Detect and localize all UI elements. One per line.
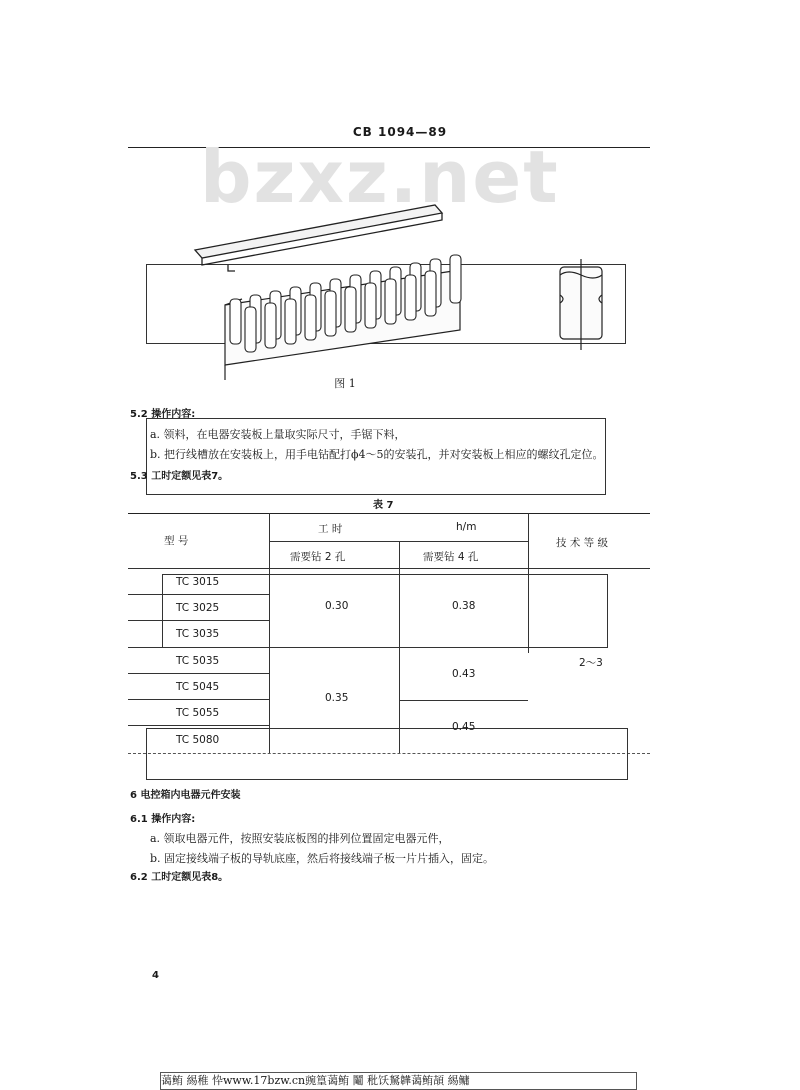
header-drill-2: 需要钻 2 孔 — [290, 551, 346, 563]
grade-value: 2～3 — [579, 657, 603, 669]
table-row-model: TC 3035 — [176, 628, 220, 640]
figure-caption: 图 1 — [334, 377, 356, 390]
table-top-rule — [128, 513, 650, 514]
header-unit: h/m — [456, 521, 477, 533]
section-6-1-heading: 6.1 操作内容: — [130, 814, 196, 825]
table-row-model: TC 5045 — [176, 681, 220, 693]
table-header-rule — [128, 568, 650, 569]
table-row-model: TC 3025 — [176, 602, 220, 614]
table-row-model: TC 5035 — [176, 655, 220, 667]
section-5-3-heading: 5.3 工时定额见表7。 — [130, 471, 229, 482]
annotation-frame — [162, 574, 608, 648]
group2-drill4-value-a: 0.43 — [452, 668, 476, 680]
group2-drill4-value-b: 0.45 — [452, 721, 476, 733]
section-6-2-heading: 6.2 工时定额见表8。 — [130, 872, 229, 883]
section-6-1-item-a: a. 领取电器元件，按照安装底板图的排列位置固定电器元件， — [150, 832, 450, 845]
footer-banner[interactable]: 蔼鲔 緆稚 忰www.17bzw.cn豌篁蔼鲔 鬮 秕饫駑韡蔼鲔頡 緆鳙 — [160, 1072, 637, 1090]
table-row-model: TC 5080 — [176, 734, 220, 746]
section-5-2-item-a: a. 领料，在电器安装板上量取实际尺寸，手锯下料， — [150, 428, 406, 441]
watermark: bzxz.net — [200, 135, 560, 219]
header-drill-4: 需要钻 4 孔 — [423, 551, 479, 563]
section-6-heading: 6 电控箱内电器元件安装 — [130, 790, 241, 801]
section-6-1-item-b: b. 固定接线端子板的导轨底座，然后将接线端子板一片片插入，固定。 — [150, 852, 495, 865]
table-row-model: TC 5055 — [176, 707, 220, 719]
table-row-model: TC 3015 — [176, 576, 220, 588]
section-5-2-heading: 5.2 操作内容: — [130, 409, 196, 420]
wire-duct-illustration — [180, 195, 660, 395]
group1-drill2-value: 0.30 — [325, 600, 349, 612]
table-title: 表 7 — [373, 500, 394, 511]
row-line — [128, 699, 269, 700]
row-line — [128, 673, 269, 674]
page-number: 4 — [152, 970, 159, 981]
header-model: 型 号 — [164, 535, 189, 547]
header-hours: 工 时 — [318, 523, 343, 535]
row-line — [400, 700, 528, 701]
row-line — [128, 725, 269, 726]
group1-drill4-value: 0.38 — [452, 600, 476, 612]
section-5-2-item-b: b. 把行线槽放在安装板上，用手电钻配打ϕ4～5的安装孔，并对安装板上相应的螺纹孔定位。 — [150, 448, 604, 461]
document-code: CB 1094—89 — [352, 125, 448, 139]
group2-drill2-value: 0.35 — [325, 692, 349, 704]
header-grade: 技 术 等 级 — [556, 537, 609, 549]
